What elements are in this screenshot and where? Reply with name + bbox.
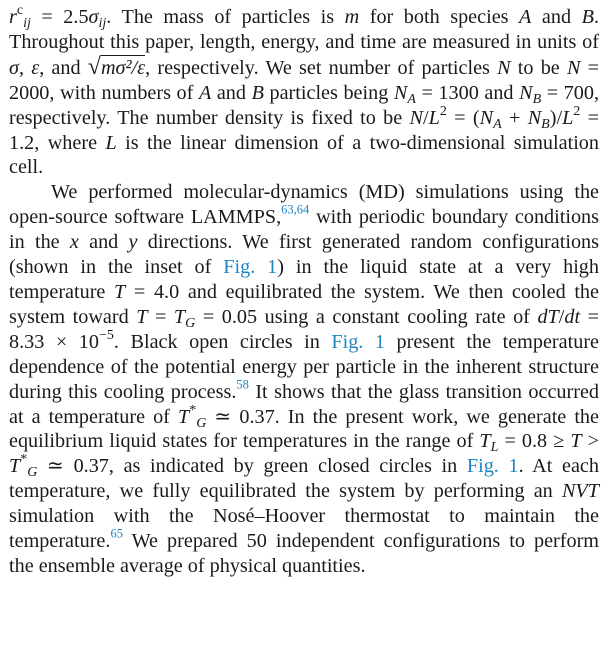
math-symbol: L xyxy=(562,106,574,129)
math-superscript: * xyxy=(189,402,197,418)
text-run: / xyxy=(423,106,429,129)
math-subscript: ij xyxy=(98,16,107,32)
text-run: ) in the liquid state at a very high temperature xyxy=(9,256,599,303)
text-run: to be xyxy=(510,56,567,79)
text-run: directions. We first generated random configurations (shown in the inset of xyxy=(9,231,599,279)
text-run: . Throughout this paper, length, energy, and time are measured in units of xyxy=(9,6,599,53)
math-symbol: T xyxy=(479,430,491,453)
radical-sign: √ xyxy=(87,53,101,80)
math-symbol: B xyxy=(581,6,594,28)
figure-reference-link[interactable]: Fig. 1 xyxy=(466,455,519,478)
math-symbol: dt xyxy=(564,305,581,328)
citation-reference-link[interactable]: 63,64 xyxy=(281,202,310,217)
text-run: , xyxy=(18,56,32,79)
text-run: We prepared 50 independent configurations to perform the ensemble average of physical quantities. xyxy=(9,530,599,577)
paragraph-model-parameters xyxy=(9,2,600,180)
math-subscript: B xyxy=(532,91,542,107)
text-run: . At each temperature, we fully equilibrated the system by performing an xyxy=(9,455,599,503)
text-run: / xyxy=(558,305,565,328)
text-run: > xyxy=(581,430,599,453)
citation-reference-link[interactable]: 65 xyxy=(110,526,123,541)
text-run: particles being xyxy=(263,81,394,104)
math-symbol: N xyxy=(393,81,408,104)
text-run: and xyxy=(531,6,582,28)
math-symbol: x xyxy=(69,231,79,254)
math-symbol: m xyxy=(344,6,360,28)
math-symbol: NVT xyxy=(561,480,599,503)
sqrt-expression xyxy=(87,53,146,80)
text-run: )/ xyxy=(549,106,563,129)
math-symbol: N xyxy=(479,106,494,129)
text-run: It shows that the glass transition occurred at a temperature of xyxy=(9,380,599,428)
text-run: = 8.33 × 10 xyxy=(9,305,600,353)
text-run: with periodic boundary conditions in the xyxy=(9,206,599,254)
math-symbol: T xyxy=(9,455,21,478)
math-symbol: T xyxy=(114,280,126,303)
math-superscript: * xyxy=(20,452,28,468)
math-subscript: ij xyxy=(23,16,31,32)
text-run: = 2000, with numbers of xyxy=(9,56,600,104)
text-run: = 1300 and xyxy=(415,81,520,104)
math-symbol: B xyxy=(251,81,264,104)
text-run: simulation with the Nosé–Hoover thermostat to maintain the temperature. xyxy=(9,505,599,553)
math-symbol: ε xyxy=(31,56,40,79)
math-symbol: L xyxy=(428,106,440,129)
math-subscript: G xyxy=(27,465,38,481)
math-symbol: dT xyxy=(537,305,559,328)
math-symbol: r xyxy=(9,6,17,28)
math-symbol: A xyxy=(519,6,532,28)
text-run: and xyxy=(78,231,129,254)
math-symbol: N xyxy=(497,56,511,79)
math-subscript: G xyxy=(185,316,196,332)
text-run: for both species xyxy=(359,6,520,28)
math-subscript: G xyxy=(196,415,207,431)
math-symbol: L xyxy=(105,131,117,154)
text-run: is the linear dimension of a two-dimensional simulation cell. xyxy=(9,131,599,179)
text-run: and xyxy=(211,81,252,104)
math-symbol: N xyxy=(519,81,533,104)
text-run: = 1.2, where xyxy=(9,106,600,154)
math-subscript: B xyxy=(541,116,550,132)
text-run: = 0.8 ≥ xyxy=(498,430,571,453)
math-symbol: N xyxy=(566,56,581,79)
sqrt-radicand: mσ²/ε xyxy=(100,56,146,79)
math-subscript: L xyxy=(490,440,499,456)
text-run: = 4.0 and equilibrated the system. We then cooled the system toward xyxy=(9,280,599,328)
math-superscript: −5 xyxy=(99,327,114,343)
text-run: , and xyxy=(39,56,88,79)
text-run: present the temperature dependence of the potential energy per particle in the inherent structure during this cooling process. xyxy=(9,330,599,403)
math-symbol: y xyxy=(128,231,138,254)
math-subscript: A xyxy=(493,116,502,132)
text-run: ≃ 0.37, as indicated by green closed circles in xyxy=(37,455,467,478)
figure-reference-link[interactable]: Fig. 1 xyxy=(223,256,278,279)
text-run: . Black open circles in xyxy=(113,330,332,353)
math-symbol: T xyxy=(570,430,582,453)
text-run: ≃ 0.37. In the present work, we generate the equilibrium liquid states for temperatures in the range of xyxy=(9,405,599,453)
text-run: = ( xyxy=(446,106,480,129)
math-symbol: σ xyxy=(9,56,19,79)
math-superscript: c xyxy=(16,2,24,18)
math-symbol: N xyxy=(409,106,424,129)
text-run: + xyxy=(501,106,528,129)
math-symbol: T xyxy=(177,405,190,428)
math-subscript: A xyxy=(407,91,416,107)
text-run: We performed molecular-dynamics (MD) simulations using the open-source software LAMMPS, xyxy=(9,181,599,229)
figure-reference-link[interactable]: Fig. 1 xyxy=(331,330,386,353)
text-run: = 2.5 xyxy=(30,6,89,28)
math-symbol: σ xyxy=(88,6,99,28)
math-superscript: 2 xyxy=(573,103,581,119)
math-symbol: A xyxy=(198,81,212,104)
text-run: = 700, respectively. The number density is fixed to be xyxy=(9,81,599,129)
text-run: , respectively. We set number of particles xyxy=(145,56,498,79)
text-run: = xyxy=(147,305,174,328)
math-symbol: T xyxy=(136,305,148,328)
citation-reference-link[interactable]: 58 xyxy=(236,377,249,392)
math-symbol: N xyxy=(527,106,542,129)
text-run: . The mass of particles is xyxy=(106,6,345,28)
text-run: = 0.05 using a constant cooling rate of xyxy=(195,305,538,328)
paragraph-md-simulations xyxy=(9,180,599,579)
math-superscript: 2 xyxy=(439,103,447,119)
math-symbol: T xyxy=(173,305,186,328)
